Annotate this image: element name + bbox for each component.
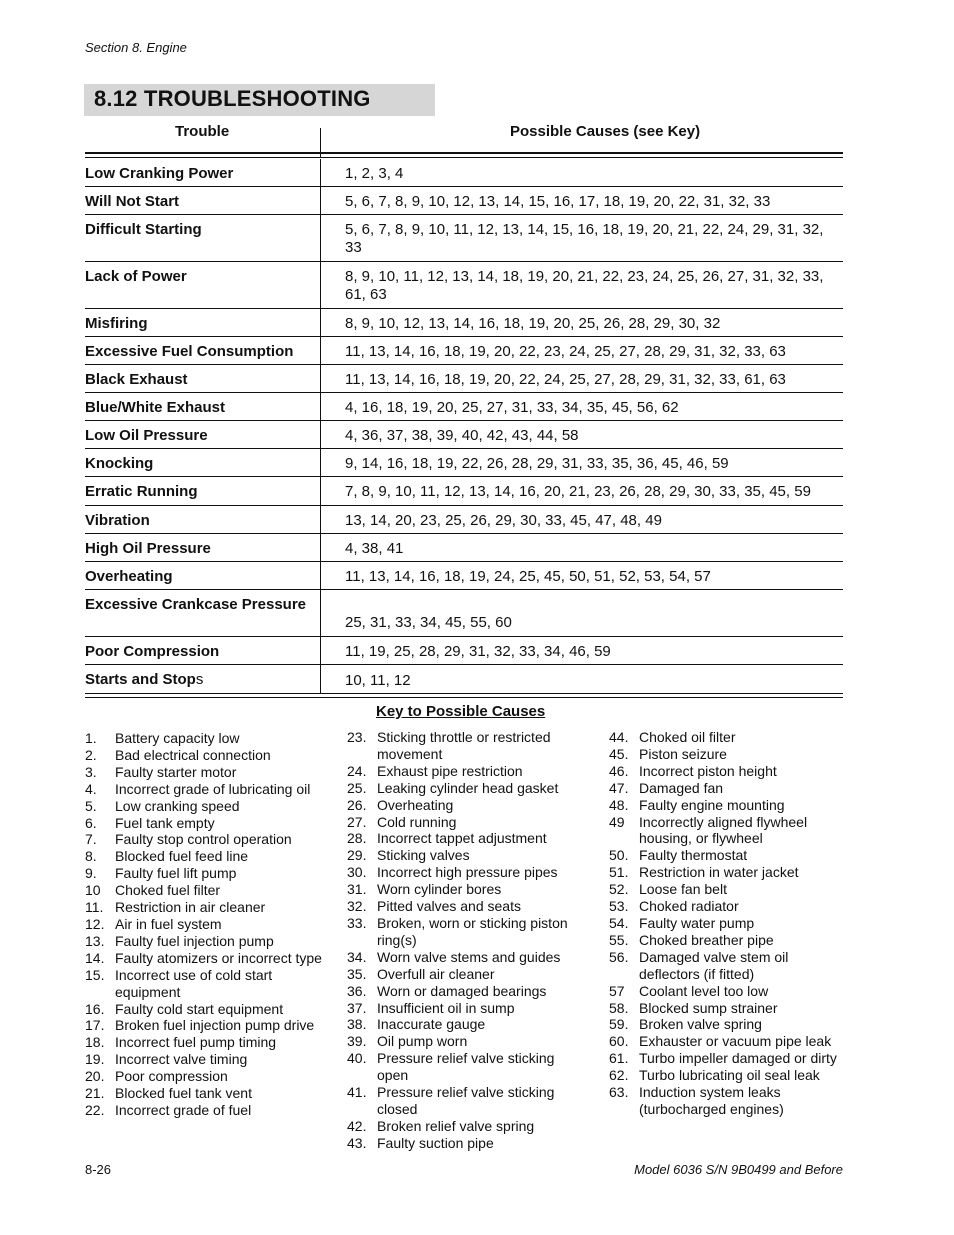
key-item-number: 28.: [347, 830, 367, 847]
key-item-number: 8.: [85, 848, 97, 865]
key-item-text: Blocked fuel tank vent: [115, 1085, 252, 1102]
key-item: [347, 864, 585, 881]
key-item-number: 20.: [85, 1068, 105, 1085]
key-item-number: 29.: [347, 847, 367, 864]
key-item: [609, 932, 847, 949]
key-item-text: Faulty suction pipe: [377, 1134, 494, 1151]
table-row: [85, 421, 843, 449]
key-column-3: [609, 729, 847, 1118]
trouble-cell: Blue/White Exhaust: [85, 399, 226, 416]
key-item-text: Exhauster or vacuum pipe leak: [639, 1033, 832, 1050]
key-item-text: Worn valve stems and guides: [377, 948, 561, 965]
key-item-number: 31.: [347, 881, 367, 898]
causes-cell: 7, 8, 9, 10, 11, 12, 13, 14, 16, 20, 21, 23, 26, 28, 29, 30, 33, 35, 45, 59: [345, 483, 811, 500]
key-item: [85, 1102, 325, 1119]
key-item: [85, 950, 325, 967]
table-row: [85, 309, 843, 337]
key-item: [347, 949, 585, 966]
key-item-number: 24.: [347, 762, 367, 779]
key-item-number: 52.: [609, 881, 629, 898]
key-item-text: Faulty cold start equipment: [115, 1000, 284, 1017]
column-divider: [320, 506, 321, 533]
trouble-cell: Difficult Starting: [85, 221, 202, 238]
column-divider: [320, 187, 321, 214]
key-item-number: 61.: [609, 1050, 629, 1067]
table-row: [85, 393, 843, 421]
column-divider: [320, 534, 321, 561]
causes-cell: 11, 19, 25, 28, 29, 31, 32, 33, 34, 46, 59: [345, 643, 611, 660]
key-column-1: [85, 730, 325, 1119]
key-item-number: 11.: [85, 899, 104, 916]
trouble-cell: Overheating: [85, 568, 173, 585]
key-item: [347, 847, 585, 864]
table-row: [85, 665, 843, 694]
table-top-rule: [85, 152, 843, 154]
key-item-number: 43.: [347, 1134, 367, 1151]
key-item: [347, 780, 585, 797]
key-item-number: 37.: [347, 999, 367, 1016]
causes-cell: 4, 36, 37, 38, 39, 40, 42, 43, 44, 58: [345, 427, 579, 444]
column-header-trouble: Trouble: [175, 123, 230, 140]
table-top-rule-thin: [85, 157, 843, 158]
key-item-text: Worn cylinder bores: [377, 881, 502, 898]
key-item-text: Incorrect high pressure pipes: [377, 864, 558, 881]
key-item-number: 38.: [347, 1016, 367, 1033]
key-item-text: Faulty stop control operation: [115, 831, 292, 848]
key-item-number: 56.: [609, 948, 629, 965]
key-item-text: Incorrect tappet adjustment: [377, 830, 547, 847]
column-divider: [320, 449, 321, 476]
key-item-number: 10: [85, 882, 101, 899]
key-item: [85, 967, 325, 1001]
key-item-number: 55.: [609, 931, 629, 948]
key-item: [609, 847, 847, 864]
key-item-text: Fuel tank empty: [115, 814, 215, 831]
key-item: [347, 966, 585, 983]
key-item-text: Restriction in water jacket: [639, 864, 799, 881]
key-item-number: 16.: [85, 1000, 105, 1017]
key-item-text: Faulty thermostat: [639, 847, 748, 864]
key-item: [85, 848, 325, 865]
key-item-text: Coolant level too low: [639, 982, 769, 999]
key-item-text: Overfull air cleaner: [377, 965, 495, 982]
column-divider: [320, 562, 321, 589]
key-item: [85, 1085, 325, 1102]
trouble-cell: Misfiring: [85, 315, 148, 332]
key-item: [347, 814, 585, 831]
causes-cell: 8, 9, 10, 12, 13, 14, 16, 18, 19, 20, 25, 26, 28, 29, 30, 32: [345, 315, 721, 332]
model-info: Model 6036 S/N 9B0499 and Before: [634, 1162, 843, 1177]
key-item-number: 3.: [85, 763, 97, 780]
key-item-text: Incorrect grade of lubricating oil: [115, 780, 311, 797]
causes-cell: 4, 38, 41: [345, 540, 404, 557]
key-item-text: Poor compression: [115, 1068, 228, 1085]
key-item-number: 39.: [347, 1033, 367, 1050]
column-divider: [320, 421, 321, 448]
table-row: [85, 637, 843, 665]
key-item: [85, 865, 325, 882]
key-item-number: 58.: [609, 999, 629, 1016]
key-item: [85, 933, 325, 950]
table-row: [85, 449, 843, 477]
key-item-number: 19.: [85, 1051, 105, 1068]
key-item-text: Cold running: [377, 813, 457, 830]
key-item-text: Pressure relief valve sticking closed: [377, 1084, 555, 1117]
trouble-cell: Excessive Crankcase Pressure: [85, 596, 307, 613]
key-item-text: Broken valve spring: [639, 1016, 762, 1033]
key-item-text: Pressure relief valve sticking open: [377, 1050, 555, 1084]
key-item: [85, 1068, 325, 1085]
key-item: [347, 830, 585, 847]
key-item-number: 57: [609, 982, 625, 999]
key-item-number: 51.: [609, 864, 629, 881]
key-item: [609, 1050, 847, 1067]
table-bottom-rule-thin: [85, 697, 843, 698]
key-item: [347, 763, 585, 780]
trouble-cell: Lack of Power: [85, 268, 187, 285]
key-item-text: Low cranking speed: [115, 797, 240, 814]
key-item-text: Damaged valve stem oil deflectors (if fitted): [639, 948, 789, 982]
key-item-text: Broken relief valve spring: [377, 1117, 535, 1134]
table-row: [85, 477, 843, 506]
heading-text: 8.12 TROUBLESHOOTING: [94, 86, 371, 111]
key-item: [347, 1000, 585, 1017]
trouble-cell: Erratic Running: [85, 483, 198, 500]
trouble-cell: Poor Compression: [85, 643, 220, 660]
trouble-cell: Knocking: [85, 455, 154, 472]
troubleshooting-table: [85, 159, 843, 694]
trouble-cell: Vibration: [85, 512, 150, 529]
trouble-cell: High Oil Pressure: [85, 540, 211, 557]
table-row: [85, 562, 843, 590]
key-item-text: Bad electrical connection: [115, 746, 271, 763]
key-item-number: 1.: [85, 730, 97, 746]
key-item-text: Faulty fuel injection pump: [115, 932, 274, 949]
key-item: [347, 1118, 585, 1135]
key-item-number: 25.: [347, 779, 367, 796]
page-number: 8-26: [85, 1162, 112, 1177]
key-item: [85, 764, 325, 781]
key-item: [609, 1000, 847, 1017]
key-item: [609, 898, 847, 915]
key-item-text: Insufficient oil in sump: [377, 999, 515, 1016]
column-divider: [320, 309, 321, 336]
key-item-text: Faulty atomizers or incorrect type: [115, 949, 322, 966]
key-item-number: 18.: [85, 1034, 105, 1051]
key-item-number: 63.: [609, 1084, 629, 1101]
key-item: [609, 1067, 847, 1084]
key-item-text: Faulty water pump: [639, 914, 755, 931]
key-item-number: 60.: [609, 1033, 629, 1050]
key-item-number: 33.: [347, 914, 367, 931]
key-title: Key to Possible Causes: [376, 703, 546, 720]
column-divider: [320, 393, 321, 420]
table-row: [85, 590, 843, 637]
key-item: [347, 915, 585, 949]
key-item-text: Blocked sump strainer: [639, 999, 778, 1016]
trouble-cell: Low Cranking Power: [85, 165, 234, 182]
causes-cell: 11, 13, 14, 16, 18, 19, 20, 22, 24, 25, 27, 28, 29, 31, 32, 33, 61, 63: [345, 371, 786, 388]
key-item-text: Damaged fan: [639, 779, 724, 796]
key-item: [347, 1033, 585, 1050]
key-item: [85, 882, 325, 899]
key-item: [609, 729, 847, 746]
key-item-number: 6.: [85, 814, 97, 831]
key-item-text: Overheating: [377, 796, 454, 813]
key-item-text: Restriction in air cleaner: [115, 899, 266, 916]
key-item-number: 17.: [85, 1017, 105, 1034]
key-item-number: 13.: [85, 932, 105, 949]
key-item-number: 47.: [609, 779, 629, 796]
key-item-text: Worn or damaged bearings: [377, 982, 547, 999]
key-item: [609, 763, 847, 780]
trouble-cell: Excessive Fuel Consumption: [85, 343, 294, 360]
key-item-number: 54.: [609, 914, 629, 931]
table-row: [85, 534, 843, 562]
key-item-number: 21.: [85, 1085, 105, 1102]
key-item-number: 40.: [347, 1050, 367, 1067]
key-item: [347, 729, 585, 763]
key-item-number: 30.: [347, 864, 367, 881]
key-item-text: Battery capacity low: [115, 730, 240, 746]
trouble-cell: Low Oil Pressure: [85, 427, 208, 444]
key-item: [85, 1051, 325, 1068]
key-item-number: 59.: [609, 1016, 629, 1033]
table-row: [85, 365, 843, 393]
causes-cell: 11, 13, 14, 16, 18, 19, 20, 22, 23, 24, 25, 27, 28, 29, 31, 32, 33, 63: [345, 343, 786, 360]
causes-cell: 11, 13, 14, 16, 18, 19, 24, 25, 45, 50, 51, 52, 53, 54, 57: [345, 568, 711, 585]
key-item-text: Faulty fuel lift pump: [115, 865, 237, 882]
causes-cell: 5, 6, 7, 8, 9, 10, 12, 13, 14, 15, 16, 17, 18, 19, 20, 22, 31, 32, 33: [345, 193, 771, 210]
key-item-text: Faulty engine mounting: [639, 796, 785, 813]
key-item-number: 34.: [347, 948, 367, 965]
column-divider: [320, 159, 321, 186]
table-row: [85, 262, 843, 309]
table-row: [85, 215, 843, 262]
key-item-number: 5.: [85, 797, 97, 814]
key-item: [609, 797, 847, 814]
key-item: [609, 949, 847, 983]
table-row: [85, 506, 843, 534]
column-divider: [320, 215, 321, 261]
key-item: [609, 1016, 847, 1033]
key-item: [347, 1050, 585, 1084]
key-item-text: Choked radiator: [639, 898, 739, 915]
key-item-text: Broken fuel injection pump drive: [115, 1017, 315, 1034]
key-item: [85, 747, 325, 764]
key-item-text: Choked breather pipe: [639, 931, 774, 948]
key-item: [609, 915, 847, 932]
key-item-text: Incorrect use of cold start equipment: [115, 966, 273, 1000]
key-item-number: 2.: [85, 746, 97, 763]
key-item: [347, 983, 585, 1000]
key-item-text: Leaking cylinder head gasket: [377, 779, 559, 796]
key-item: [347, 1135, 585, 1152]
trouble-cell: Starts and Stops: [85, 671, 204, 688]
key-item: [609, 983, 847, 1000]
key-item-text: Oil pump worn: [377, 1033, 468, 1050]
causes-cell: 4, 16, 18, 19, 20, 25, 27, 31, 33, 34, 35, 45, 56, 62: [345, 399, 679, 416]
key-item: [85, 1034, 325, 1051]
column-header-causes: Possible Causes (see Key): [510, 123, 701, 140]
key-item-text: Faulty starter motor: [115, 763, 237, 780]
key-item-text: Sticking throttle or restricted movement: [377, 729, 551, 762]
key-item: [609, 1033, 847, 1050]
key-item-number: 46.: [609, 762, 629, 779]
key-item: [85, 899, 325, 916]
causes-cell: 13, 14, 20, 23, 25, 26, 29, 30, 33, 45, 47, 48, 49: [345, 512, 662, 529]
column-divider: [320, 365, 321, 392]
column-divider: [320, 477, 321, 505]
key-item-number: 36.: [347, 982, 367, 999]
table-row: [85, 337, 843, 365]
key-item-number: 23.: [347, 729, 367, 745]
causes-cell: 9, 14, 16, 18, 19, 22, 26, 28, 29, 31, 33, 35, 36, 45, 46, 59: [345, 455, 729, 472]
trouble-cell: Will Not Start: [85, 193, 180, 210]
key-item: [85, 730, 325, 747]
causes-cell: 10, 11, 12: [345, 672, 411, 689]
section-label: Section 8. Engine: [85, 40, 187, 55]
causes-cell: 5, 6, 7, 8, 9, 10, 11, 12, 13, 14, 15, 16, 18, 19, 20, 21, 22, 24, 29, 31, 32, 33: [345, 221, 824, 256]
column-divider: [320, 590, 321, 636]
key-item-number: 48.: [609, 796, 629, 813]
key-item-text: Turbo impeller damaged or dirty: [639, 1050, 837, 1067]
key-item: [85, 831, 325, 848]
key-item-number: 14.: [85, 949, 105, 966]
key-item: [609, 864, 847, 881]
key-item: [85, 916, 325, 933]
column-divider: [320, 337, 321, 364]
key-item-text: Incorrectly aligned flywheel housing, or flywheel: [639, 813, 808, 847]
key-item-text: Choked oil filter: [639, 729, 736, 745]
column-divider: [320, 665, 321, 693]
key-item: [347, 1016, 585, 1033]
key-item-number: 7.: [85, 831, 97, 848]
key-item-text: Incorrect piston height: [639, 762, 777, 779]
key-item-number: 9.: [85, 865, 97, 882]
key-item: [347, 881, 585, 898]
key-item: [85, 1017, 325, 1034]
key-item: [347, 797, 585, 814]
key-item-number: 15.: [85, 966, 105, 983]
key-item: [85, 1001, 325, 1018]
key-item-number: 26.: [347, 796, 367, 813]
trouble-cell: Black Exhaust: [85, 371, 188, 388]
causes-cell: 8, 9, 10, 11, 12, 13, 14, 18, 19, 20, 21, 22, 23, 24, 25, 26, 27, 31, 32, 33, 61, 63: [345, 268, 824, 303]
key-item-number: 41.: [347, 1084, 367, 1101]
key-item-number: 49: [609, 813, 625, 830]
causes-cell: 1, 2, 3, 4: [345, 165, 404, 182]
key-item: [85, 781, 325, 798]
key-item-text: Incorrect valve timing: [115, 1051, 248, 1068]
key-item-number: 35.: [347, 965, 367, 982]
key-item-number: 32.: [347, 898, 367, 915]
key-item-text: Air in fuel system: [115, 915, 222, 932]
key-item: [609, 1084, 847, 1118]
key-item-number: 4.: [85, 780, 97, 797]
key-item: [609, 881, 847, 898]
key-item-number: 45.: [609, 745, 629, 762]
key-item-number: 22.: [85, 1101, 105, 1118]
key-item-number: 44.: [609, 729, 629, 745]
causes-cell: 25, 31, 33, 34, 45, 55, 60: [345, 614, 512, 631]
key-item-number: 62.: [609, 1067, 629, 1084]
key-item-number: 27.: [347, 813, 367, 830]
key-item: [609, 780, 847, 797]
key-column-2: [347, 729, 585, 1152]
section-heading: [84, 84, 435, 116]
key-item-text: Blocked fuel feed line: [115, 848, 249, 865]
key-item-text: Incorrect grade of fuel: [115, 1101, 252, 1118]
key-item-text: Inaccurate gauge: [377, 1016, 486, 1033]
key-item-number: 12.: [85, 915, 105, 932]
key-item: [85, 798, 325, 815]
key-item-text: Loose fan belt: [639, 881, 727, 898]
key-item-text: Sticking valves: [377, 847, 470, 864]
table-row: [85, 159, 843, 187]
key-item-text: Pitted valves and seats: [377, 898, 521, 915]
key-item: [85, 815, 325, 832]
key-item-number: 53.: [609, 898, 629, 915]
column-divider: [320, 637, 321, 664]
table-row: [85, 187, 843, 215]
key-item-text: Exhaust pipe restriction: [377, 762, 523, 779]
column-divider: [320, 262, 321, 308]
key-item-number: 42.: [347, 1117, 367, 1134]
key-item-text: Incorrect fuel pump timing: [115, 1034, 277, 1051]
key-item-text: Broken, worn or sticking piston ring(s): [377, 914, 568, 948]
key-item-number: 50.: [609, 847, 629, 864]
key-item-text: Piston seizure: [639, 745, 727, 762]
key-item-text: Turbo lubricating oil seal leak: [639, 1067, 820, 1084]
key-item-text: Induction system leaks (turbocharged engines): [639, 1084, 784, 1117]
key-item: [347, 1084, 585, 1118]
key-item: [609, 746, 847, 763]
key-item-text: Choked fuel filter: [115, 882, 221, 899]
key-item: [347, 898, 585, 915]
key-item: [609, 814, 847, 848]
